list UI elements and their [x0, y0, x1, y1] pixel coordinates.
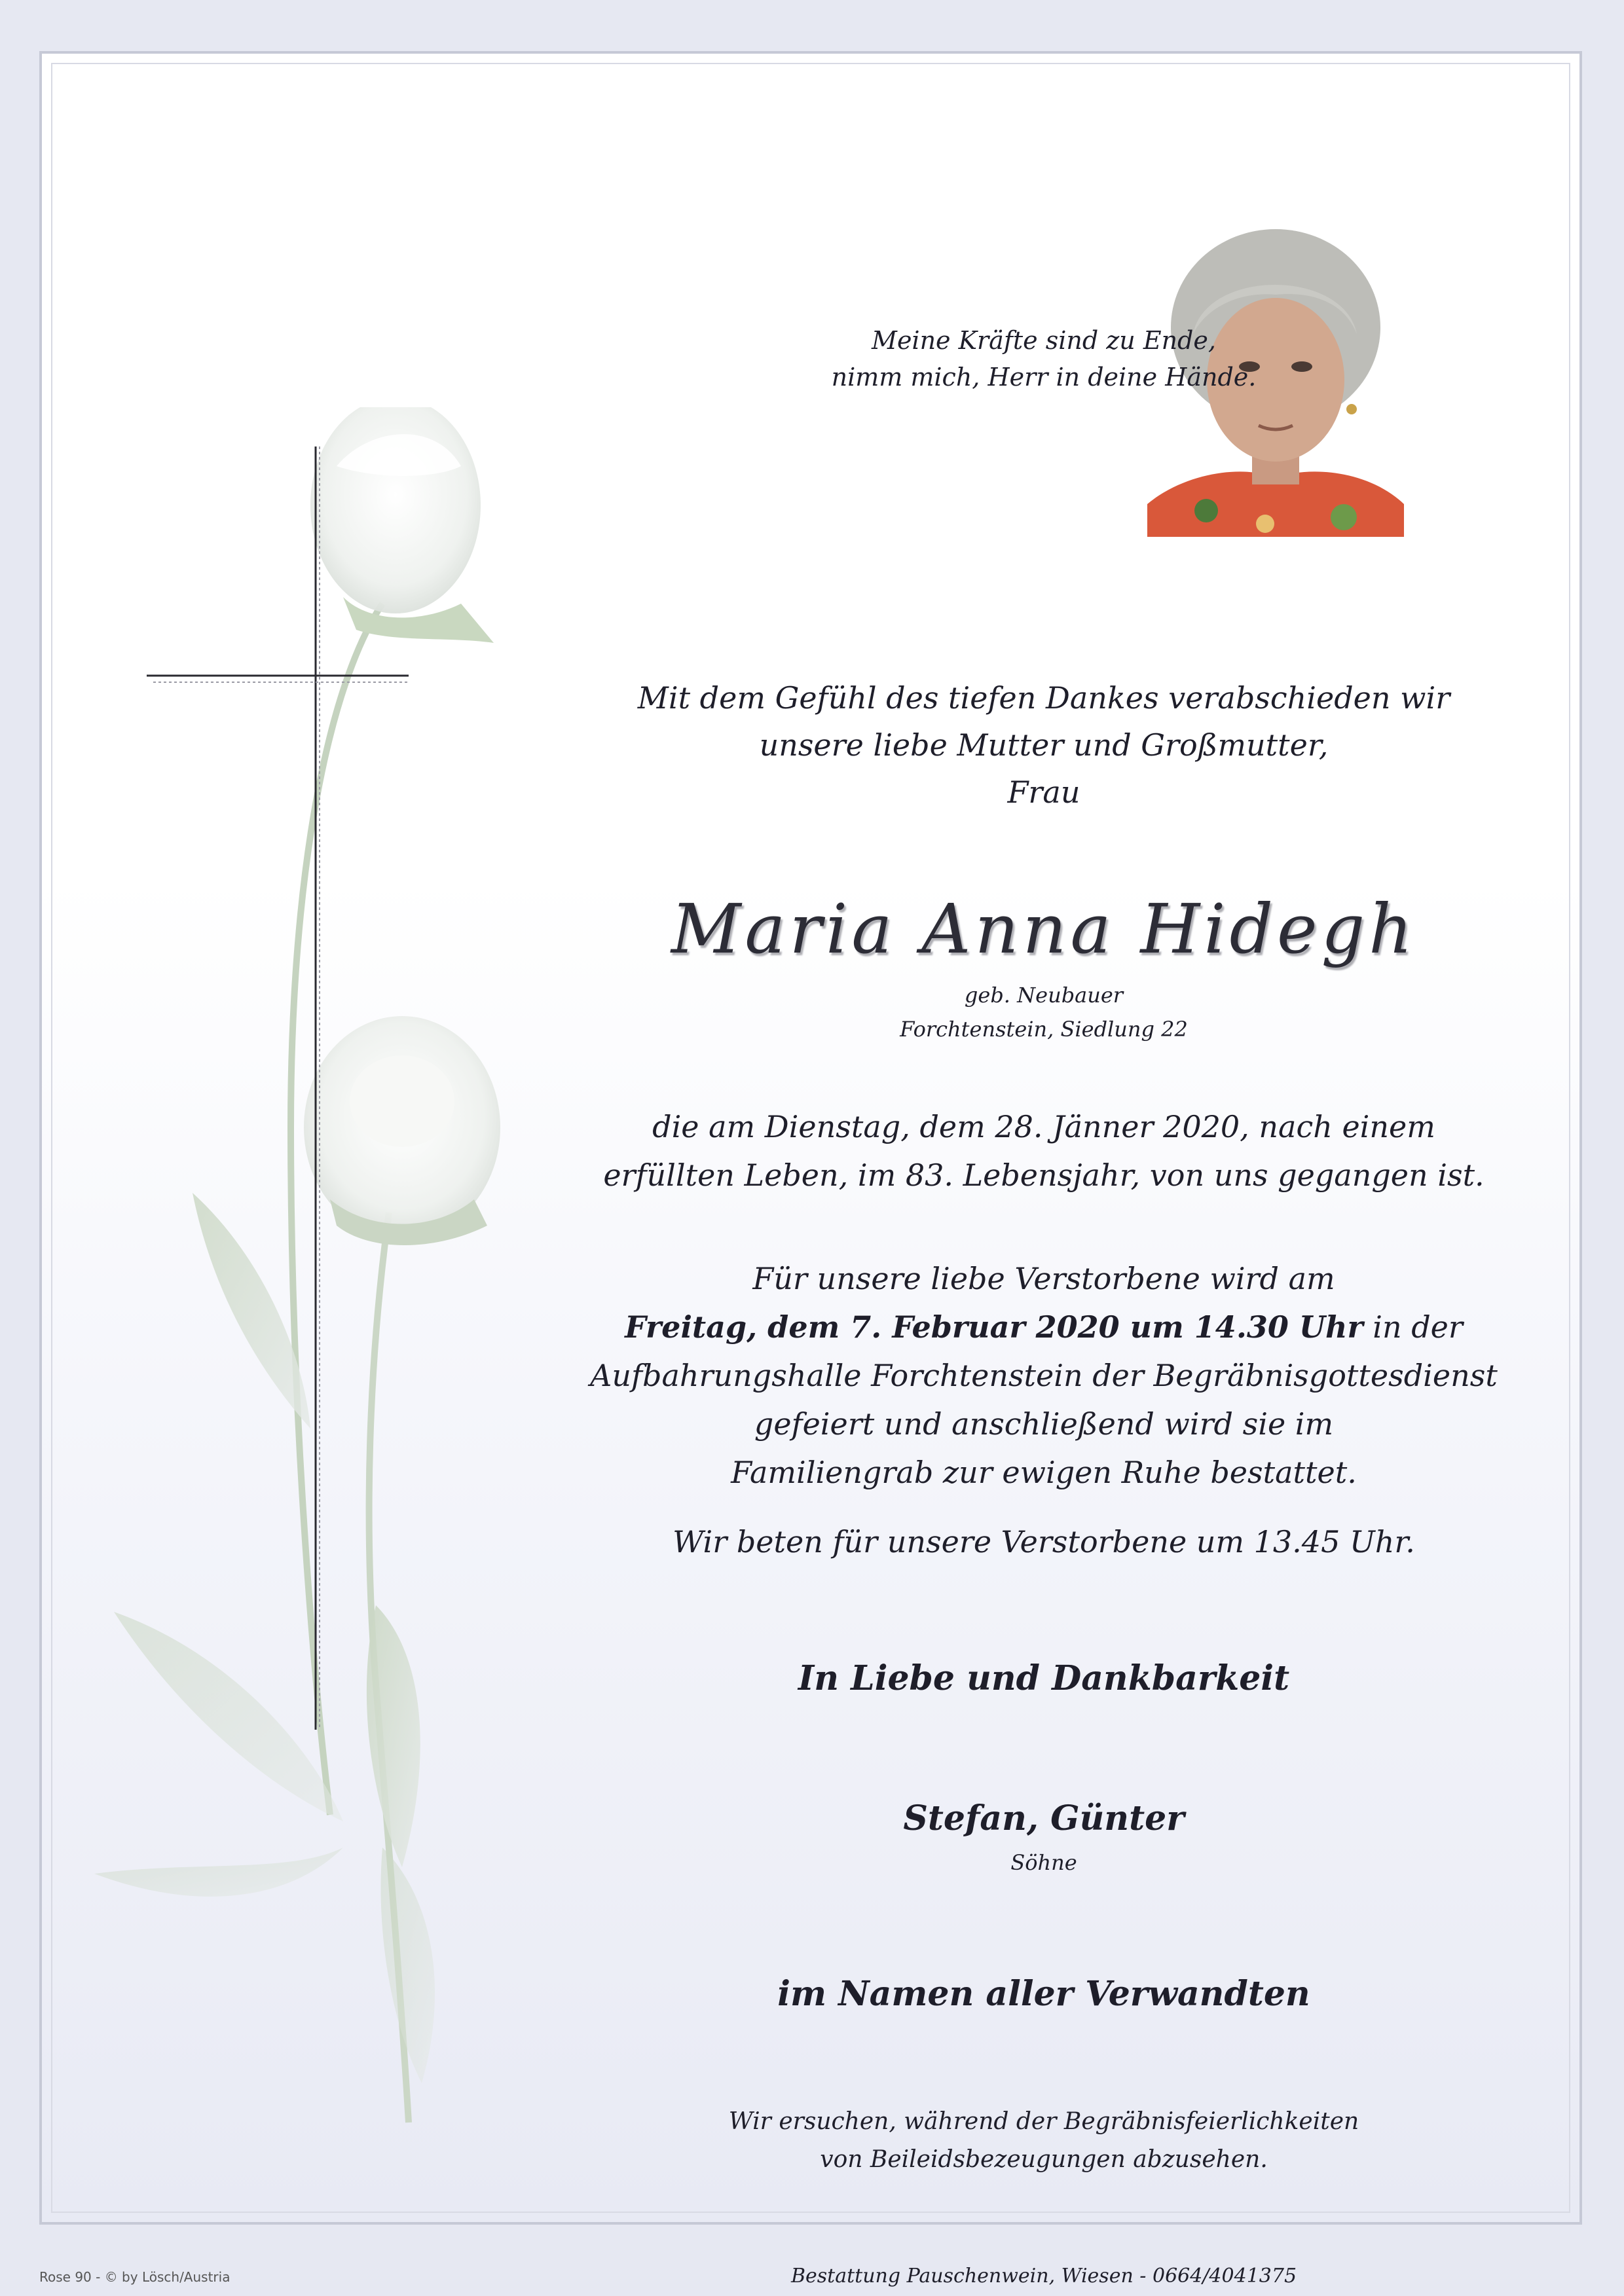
service-line-2-rest: in der — [1363, 1309, 1463, 1345]
service-date: Freitag, dem 7. Februar 2020 um 14.30 Uhr — [625, 1309, 1363, 1345]
quote-block — [579, 322, 1509, 395]
service-line-5: Familiengrab zur ewigen Ruhe bestattet. — [731, 1455, 1357, 1490]
service-line-1: Für unsere liebe Verstorbene wird am — [752, 1261, 1335, 1296]
design-credit: Rose 90 - © by Lösch/Austria — [39, 2269, 231, 2285]
intro-line-3: Frau — [1007, 774, 1080, 810]
family-names: Stefan, Günter — [903, 1798, 1185, 1838]
intro-line-2: unsere liebe Mutter und Großmutter, — [759, 727, 1329, 763]
closing-text: In Liebe und Dankbarkeit — [798, 1658, 1290, 1698]
funeral-home: Bestattung Pauschenwein, Wiesen - 0664/4041375 — [790, 2265, 1297, 2287]
relatives-text: im Namen aller Verwandten — [777, 1974, 1310, 2014]
prayer-time: Wir beten für unsere Verstorbene um 13.45 Uhr. — [673, 1524, 1415, 1559]
cross-icon — [147, 446, 409, 1743]
death-block — [579, 1102, 1509, 1199]
request-line-1: Wir ersuchen, während der Begräbnisfeierlichkeiten — [728, 2108, 1359, 2135]
service-line-3: Aufbahrungshalle Forchtenstein der Begräbnisgottesdienst — [590, 1358, 1498, 1393]
death-line-2: erfüllten Leben, im 83. Lebensjahr, von uns gegangen ist. — [603, 1157, 1485, 1193]
request-block — [579, 2103, 1509, 2179]
request-line-2: von Beileidsbezeugungen abzusehen. — [820, 2146, 1268, 2173]
death-line-1: die am Dienstag, dem 28. Jänner 2020, nach einem — [652, 1109, 1435, 1144]
intro-block — [579, 674, 1509, 816]
quote-line-1: Meine Kräfte sind zu Ende, — [872, 326, 1216, 355]
address: Forchtenstein, Siedlung 22 — [900, 1017, 1188, 1042]
intro-line-1: Mit dem Gefühl des tiefen Dankes verabschieden wir — [637, 680, 1450, 716]
family-relation: Söhne — [1010, 1850, 1077, 1875]
service-line-4: gefeiert und anschließend wird sie im — [754, 1406, 1334, 1442]
deceased-details — [579, 978, 1509, 1046]
deceased-name: Maria Anna Hidegh — [671, 889, 1417, 969]
maiden-name: geb. Neubauer — [964, 983, 1124, 1008]
quote-line-2: nimm mich, Herr in deine Hände. — [831, 363, 1257, 392]
service-line-2 — [579, 1303, 1509, 1351]
service-block — [579, 1254, 1509, 1497]
